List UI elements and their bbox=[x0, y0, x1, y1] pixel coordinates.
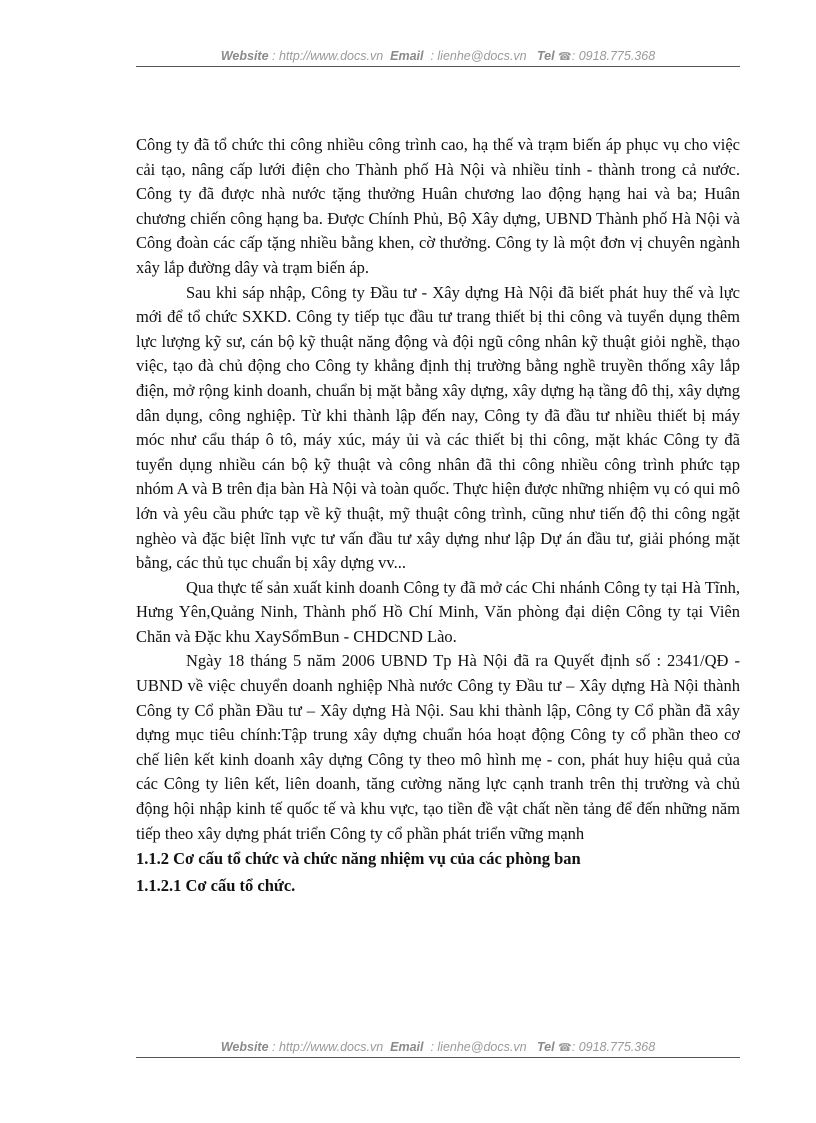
footer-email-label: Email bbox=[390, 1040, 424, 1054]
paragraph-3: Qua thực tế sản xuất kinh doanh Công ty đã mở các Chi nhánh Công ty tại Hà Tĩnh, Hưng Yên,Quảng Ninh, Thành phố Hồ Chí Minh, Văn phòng đại diện Công ty tại Viên Chăn và Đặc khu XaySổmBun - CHDCND Lào. bbox=[136, 577, 740, 646]
website-label: Website bbox=[220, 49, 269, 63]
footer-website-label: Website bbox=[220, 1040, 269, 1054]
email-address: : lienhe@docs.vn bbox=[430, 49, 527, 63]
paragraph-4: Ngày 18 tháng 5 năm 2006 UBND Tp Hà Nội đã ra Quyết định số : 2341/QĐ - UBND về việc chuyển doanh nghiệp Nhà nước Công ty Đầu tư – Xây dựng Hà Nội thành Công ty Cổ phần Đầu tư – Xây dựng Hà Nội. Sau khi thành lập, Công ty Cổ phần đã xây dựng mục tiêu chính:Tập trung xây dựng chuẩn hóa hoạt động Công ty cổ phần theo cơ chế liên kết kinh doanh xây dựng Công ty theo mô hình mẹ - con, phát huy hiệu quả của các Công ty liên kết, liên doanh, tăng cường năng lực cạnh tranh trên thị trường và chủ động hội nhập kinh tế quốc tế và khu vực, tạo tiền đề vật chất nền tảng để đến những năm tiếp theo xây dựng phát triển Công ty cổ phần phát triển vững mạnh bbox=[136, 651, 740, 843]
website-url: : http://www.docs.vn bbox=[272, 49, 384, 63]
header-divider bbox=[136, 66, 740, 67]
subsection-heading: 1.1.2.1 Cơ cấu tổ chức. bbox=[136, 876, 296, 896]
footer-phone-icon: ☎ bbox=[558, 1042, 572, 1054]
page-footer bbox=[136, 1039, 740, 1056]
footer-email-address: : lienhe@docs.vn bbox=[430, 1040, 527, 1054]
footer-divider bbox=[136, 1057, 740, 1058]
page-header bbox=[136, 48, 740, 65]
paragraph-2: Sau khi sáp nhập, Công ty Đầu tư - Xây dựng Hà Nội đã biết phát huy thế và lực mới để tổ chức SXKD. Công ty tiếp tục đầu tư trang thiết bị thi công và tuyển dụng thêm lực lượng kỹ sư, cán bộ kỹ thuật năng động và đội ngũ công nhân kỹ thuật giỏi nghề, thạo việc, tạo đà chủ động cho Công ty khẳng định thị trường bằng nghề truyền thống xây lắp điện, mở rộng kinh doanh, chuẩn bị mặt bằng xây dựng, xây dựng hạ tầng đô thị, xây dựng dân dụng, công nghiệp. Từ khi thành lập đến nay, Công ty đã đầu tư nhiều thiết bị máy móc như cẩu tháp ô tô, máy xúc, máy ủi và các thiết bị thi công, mặt khác Công ty đã tuyển dụng nhiều cán bộ kỹ thuật và công nhân đã thi công nhiều công trình phức tạp nhóm A và B trên địa bàn Hà Nội và toàn quốc. Thực hiện được những nhiệm vụ có qui mô lớn và yêu cầu phức tạp về kỹ thuật, mỹ thuật công trình, cũng như tiến độ thi công ngặt nghèo và đặc biệt lĩnh vực tư vấn đầu tư xây dựng như lập Dự án đầu tư, giải phóng mặt bằng, các thủ tục chuẩn bị xây dựng vv... bbox=[136, 282, 740, 573]
email-label: Email bbox=[390, 49, 424, 63]
tel-label: Tel bbox=[536, 49, 555, 63]
footer-tel-number: : 0918.775.368 bbox=[571, 1040, 656, 1054]
footer-tel-label: Tel bbox=[536, 1040, 555, 1054]
tel-number: : 0918.775.368 bbox=[571, 49, 656, 63]
paragraph-1: Công ty đã tổ chức thi công nhiều công trình cao, hạ thế và trạm biến áp phục vụ cho việc cải tạo, nâng cấp lưới điện cho Thành phố Hà Nội và nhiều tỉnh - thành trong cả nước. Công ty đã được nhà nước tặng thưởng Huân chương lao động hạng hai và ba; Huân chương chiến công hạng ba. Được Chính Phủ, Bộ Xây dựng, UBND Thành phố Hà Nội và Công đoàn các cấp tặng nhiều bằng khen, cờ thưởng. Công ty là một đơn vị chuyên ngành xây lắp đường dây và trạm biến áp. bbox=[136, 135, 740, 277]
phone-icon: ☎ bbox=[558, 51, 572, 63]
section-heading: 1.1.2 Cơ cấu tổ chức và chức năng nhiệm vụ của các phòng ban bbox=[136, 849, 581, 869]
footer-website-url: : http://www.docs.vn bbox=[272, 1040, 384, 1054]
document-body bbox=[136, 133, 740, 898]
